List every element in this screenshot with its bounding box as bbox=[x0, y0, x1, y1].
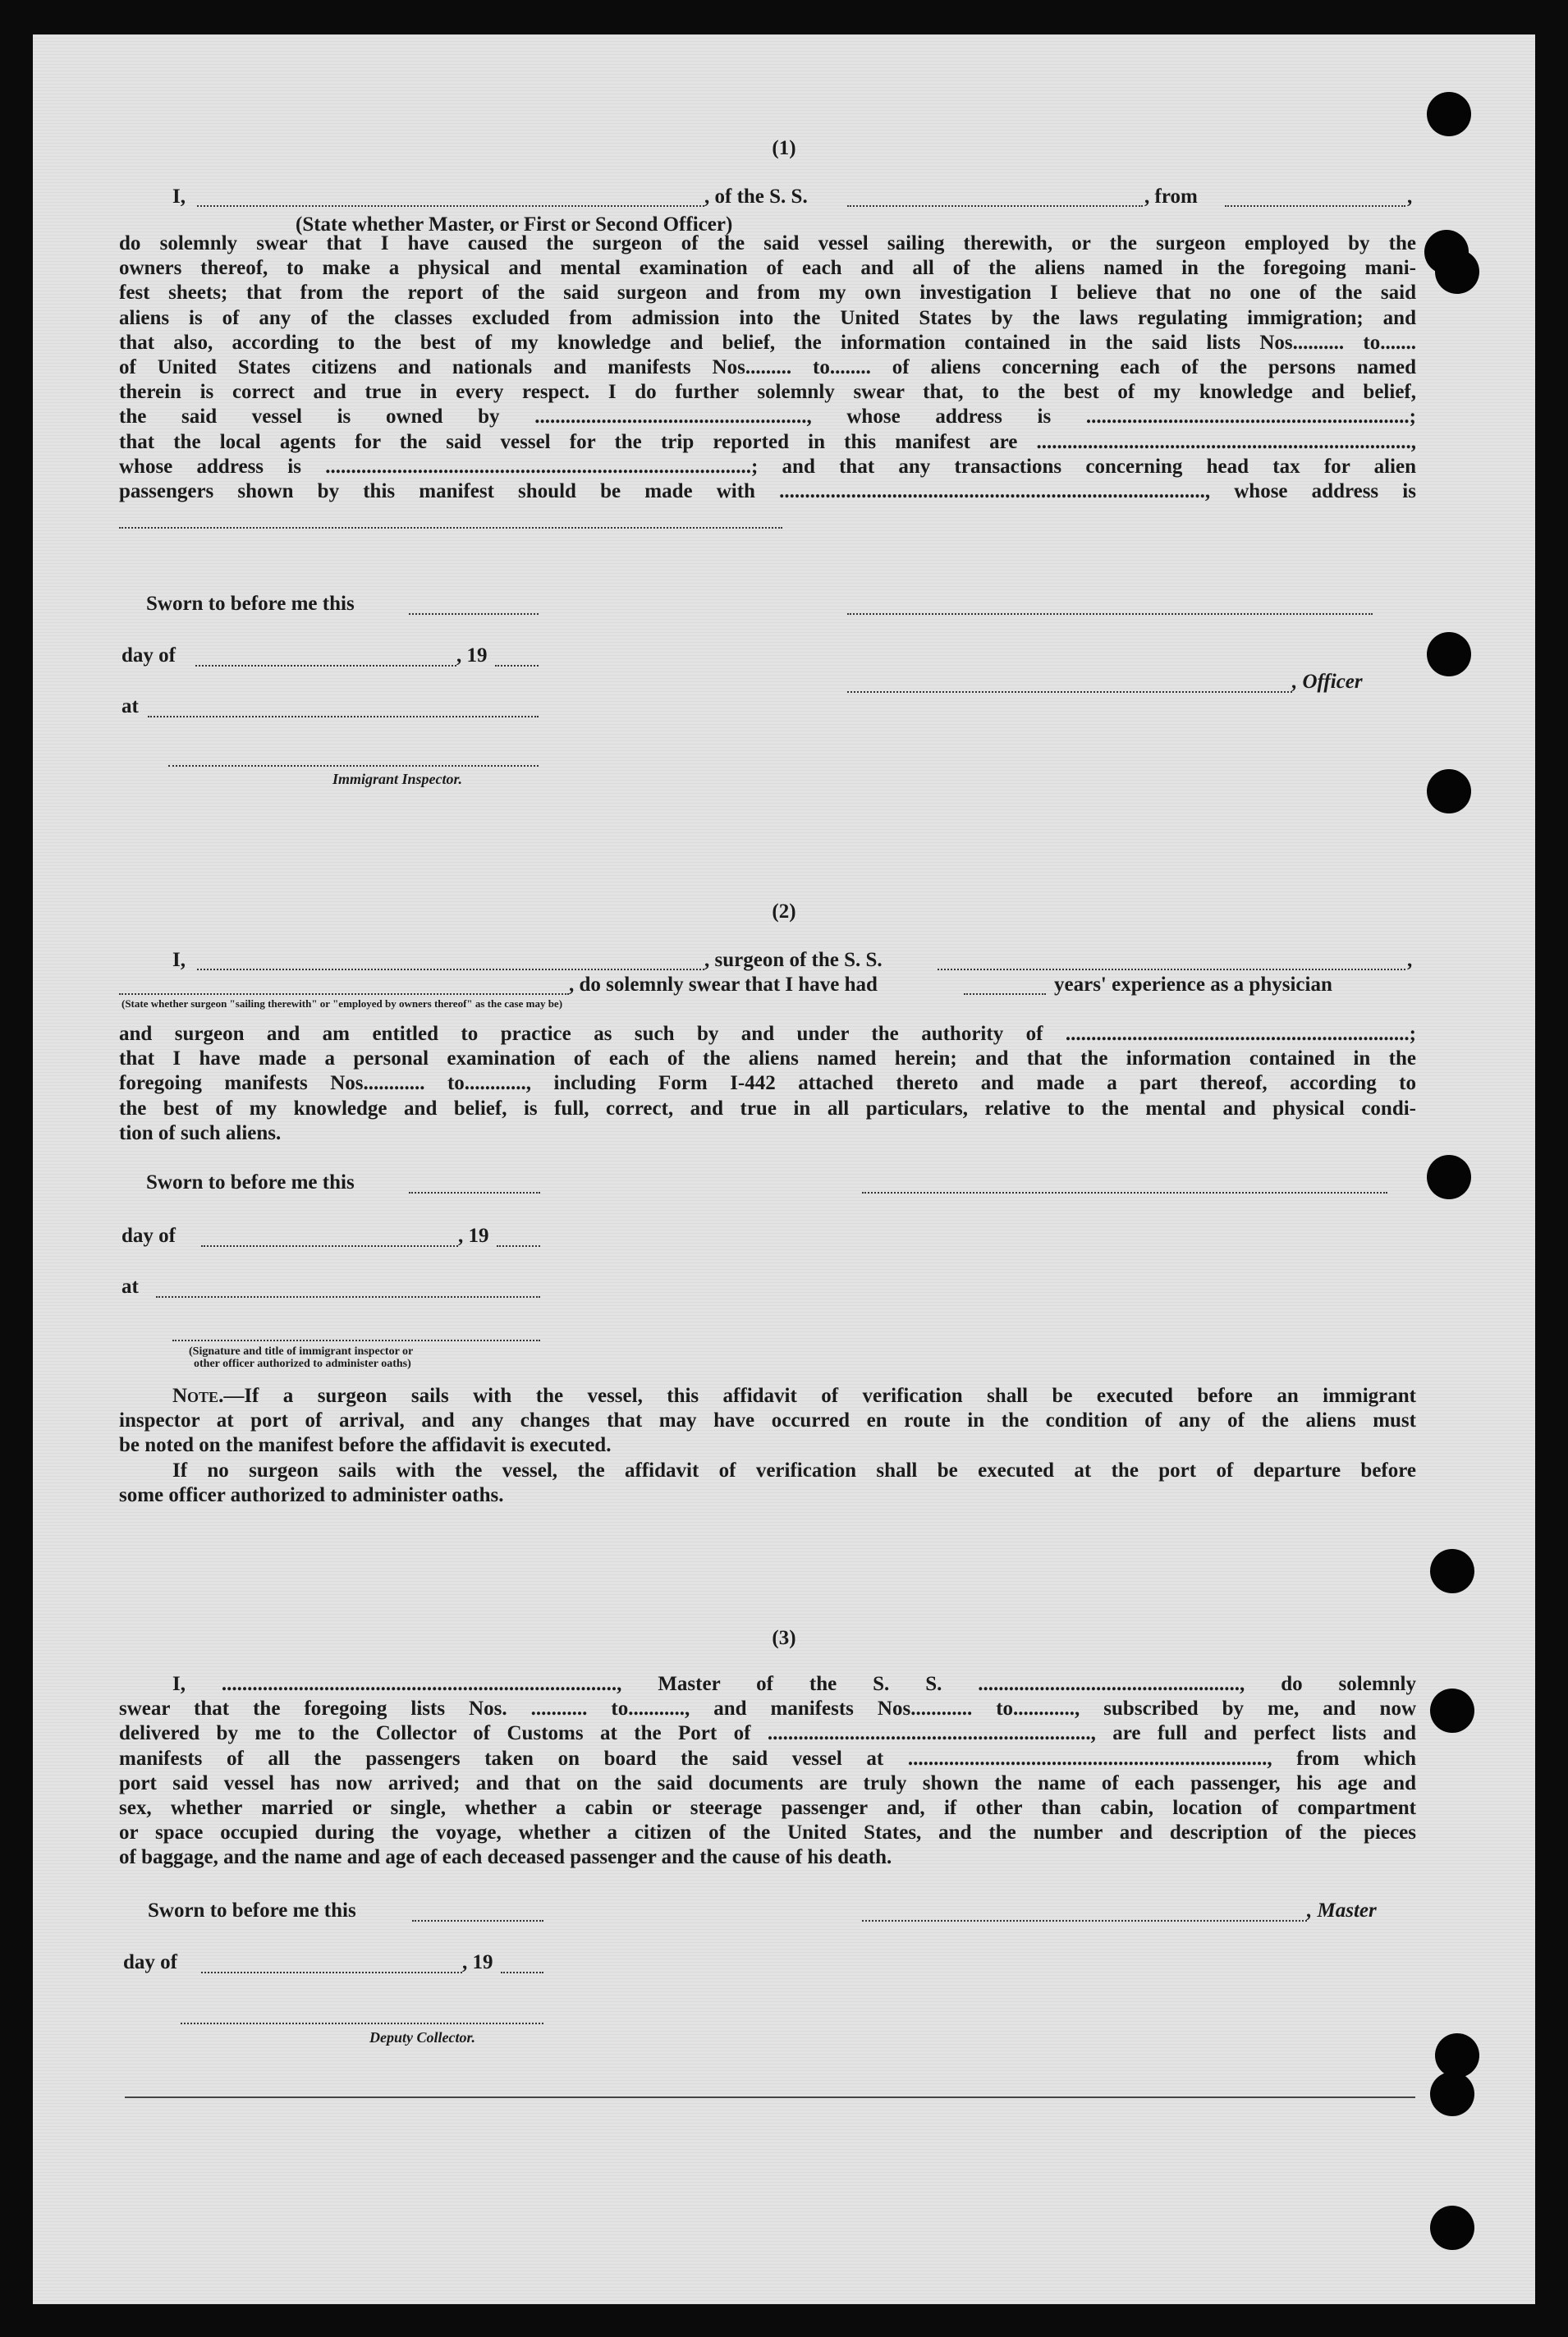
note-text: —If a surgeon sails with the vessel, this affidavit of verification shall be executed before an immigrant bbox=[223, 1385, 1416, 1407]
s3-line: of baggage, and the name and age of each deceased passenger and the cause of his death. bbox=[119, 1846, 892, 1869]
document-page: (1) I, , of the S. S. , from , (State whether Master, or First or Second Officer) do solemnly swear that I have caused the surgeon of the said vessel sailing therewith, or the surgeon employed by the owners thereof, to make a physical and mental examination of each and all of the aliens named in the foregoing mani- fest sheets; that from the report of the said surgeon and from my own investigation I believe that no one of the said aliens is of any of the classes excluded from admission into the United States by the laws regulating immigration; and that also, according to the best of my knowledge and belief, the information contained in the said lists Nos.......... to....... of United States citizens and nationals and manifests Nos......... to........ of aliens concerning each of the persons named therein is correct and true in every respect. I do further solemnly swear that, to the best of my knowledge and belief, the said vessel is owned by ....................................................., whose address is ...............................................................; that the local agents for the said vessel for the trip reported in this manifest are ........................................................................., whose address is ...................................................................................; and that any transactions concerning head tax for alien passengers shown by this manifest should be made with ..................................................................................., whose address is Sworn to before me this day of , 19 , Officer at Immigrant Inspector. (2) I, , surgeon of the S. S. , , do solemnly swear that I have had years' experience as a physician (State whether surgeon "sailing therewith" or "employed by owners thereof" as the case may be) and surgeon and am entitled to practice as such by and under the authority of ...................................................................; that I have made a personal examination of each of the aliens named herein; and that the information contained in the foregoing manifests Nos............ to............, including Form I-442 attached thereto and made a part thereof, according to the best of my knowledge and belief, is full, correct, and true in all particulars, relative to the mental and physical condi- tion of such aliens. Sworn to before me this day of , 19 at (Signature and title of immigrant inspector or other officer authorized to administer oaths) Note.—If a surgeon sails with the vessel, this affidavit of verification shall be executed before an immigrant inspector at port of arrival, and any changes that may have occurred en route in the condition of any of the aliens must be noted on the manifest before the affidavit is executed. If no surgeon sails with the vessel, the affidavit of verification shall be executed at the port of departure before some officer authorized to administer oaths. (3) I, ............................................................................., Master of the S. S. ..................................................., do solemnly swear that the foregoing lists Nos. ........... to..........., and manifests Nos............ to............, subscribed by me, and now delivered by me to the Collector of Customs at the Port of ..............................................................., are full and perfect lists and manifests of all the passengers taken on board the said vessel at ......................................................................, from which port said vessel has now arrived; and that on the said documents are truly shown the name of each passenger, his age and sex, whether married or single, whether a cabin or steerage passenger and, if other than cabin, location of compartment or space occupied during the voyage, whether a citizen of the United States, and the number and description of the pieces of baggage, and the name and age of each deceased passenger and the cause of his death. Sworn to before me this , Master day of , 19 Deputy Collector. bbox=[33, 34, 1535, 2304]
s2-line: tion of such aliens. bbox=[119, 1121, 282, 1144]
s1-line: that also, according to the best of my knowledge and belief, the information contained in the said lists Nos.......... to....... bbox=[119, 331, 1416, 354]
s3-line: sex, whether married or single, whether a cabin or steerage passenger and, if other than cabin, location of compartment bbox=[119, 1797, 1416, 1820]
s2-line: that I have made a personal examination of each of the aliens named herein; and that the information contained in the bbox=[119, 1047, 1416, 1070]
head-tax-address-field[interactable] bbox=[119, 527, 782, 529]
s2-at-field[interactable] bbox=[156, 1296, 540, 1298]
section-1-body bbox=[119, 231, 1416, 504]
s3-year-field[interactable] bbox=[501, 1972, 543, 1973]
s3-sworn-date-field[interactable] bbox=[412, 1920, 543, 1922]
s1-officer-hint: (State whether Master, or First or Second Officer) bbox=[296, 213, 733, 236]
s1-line: aliens is of any of the classes excluded from admission into the United States by the laws regulating immigration; and bbox=[119, 306, 1416, 329]
s3-deputy-sign-field[interactable] bbox=[181, 2023, 543, 2024]
s1-inspector-label: Immigrant Inspector. bbox=[332, 771, 463, 787]
s2-year-label: , 19 bbox=[458, 1225, 489, 1247]
s2-signature-field[interactable] bbox=[862, 1192, 1387, 1194]
punch-hole bbox=[1427, 1155, 1471, 1199]
s1-sworn-label: Sworn to before me this bbox=[146, 593, 355, 615]
s1-inspector-sign-field[interactable] bbox=[168, 765, 539, 767]
s2-line: the best of my knowledge and belief, is full, correct, and true in all particulars, relative to the mental and physical condi- bbox=[119, 1097, 1416, 1120]
s2-day-of-label: day of bbox=[121, 1225, 176, 1247]
s3-line: or space occupied during the voyage, whether a citizen of the United States, and the number and description of the pieces bbox=[119, 1821, 1416, 1844]
surgeon-status-field[interactable] bbox=[119, 993, 569, 995]
s1-ss-label: , of the S. S. bbox=[704, 186, 808, 208]
s1-signature-field[interactable] bbox=[847, 613, 1373, 615]
s1-line: do solemnly swear that I have caused the surgeon of the said vessel sailing therewith, or the surgeon employed by the bbox=[119, 232, 1416, 254]
punch-hole bbox=[1427, 92, 1471, 136]
section-2-body bbox=[119, 1022, 1416, 1146]
note-text: some officer authorized to administer oaths. bbox=[119, 1483, 504, 1506]
s1-month-field[interactable] bbox=[195, 665, 456, 667]
officer-title-field[interactable] bbox=[197, 205, 704, 207]
s3-line: delivered by me to the Collector of Customs at the Port of ..............................................................., are full and perfect lists and bbox=[119, 1722, 1416, 1745]
s1-i-label: I, bbox=[172, 186, 186, 208]
section-1-number: (1) bbox=[772, 137, 796, 159]
s2-sworn-label: Sworn to before me this bbox=[146, 1171, 355, 1194]
s1-line: whose address is ...................................................................................; and that any transactions concerning head tax for alien bbox=[119, 455, 1416, 478]
s3-line: manifests of all the passengers taken on board the said vessel at ......................................................................, from which bbox=[119, 1747, 1416, 1770]
s2-sworn-date-field[interactable] bbox=[409, 1192, 540, 1194]
s2-note bbox=[119, 1384, 1416, 1508]
s2-inspector-sign-field[interactable] bbox=[172, 1340, 540, 1341]
from-port-field[interactable] bbox=[1225, 205, 1405, 207]
s1-officer-sign-field[interactable] bbox=[847, 691, 1292, 693]
punch-hole bbox=[1430, 2206, 1474, 2250]
s1-line: therein is correct and true in every respect. I do further solemnly swear that, to the best of my knowledge and belief, bbox=[119, 381, 1416, 404]
s1-line: passengers shown by this manifest should be made with ..................................................................................., whose address is bbox=[119, 480, 1416, 503]
bottom-rule bbox=[125, 2096, 1415, 2098]
s3-deputy-label: Deputy Collector. bbox=[369, 2029, 475, 2046]
punch-hole bbox=[1435, 250, 1479, 294]
s1-year-field[interactable] bbox=[495, 665, 539, 667]
s1-line: owners thereof, to make a physical and mental examination of each and all of the aliens named in the foregoing mani- bbox=[119, 257, 1416, 280]
s1-day-of-label: day of bbox=[121, 644, 176, 667]
s2-sig-hint-1: (Signature and title of immigrant inspector or bbox=[189, 1345, 414, 1358]
note-label: Note. bbox=[172, 1385, 224, 1407]
s2-i-label: I, bbox=[172, 949, 186, 971]
punch-hole bbox=[1430, 1549, 1474, 1593]
s3-line: I, ............................................................................., Master of the S. S. ..................................................., do solemnly bbox=[172, 1673, 1416, 1695]
section-3-body bbox=[119, 1672, 1416, 1871]
s2-year-field[interactable] bbox=[497, 1245, 540, 1247]
vessel-name-field[interactable] bbox=[847, 205, 1143, 207]
note-text: inspector at port of arrival, and any changes that may have occurred en route in the condition of any of the aliens must bbox=[119, 1409, 1416, 1432]
s2-vessel-field[interactable] bbox=[938, 969, 1405, 970]
s1-from-label: , from bbox=[1144, 186, 1198, 208]
punch-hole bbox=[1430, 1689, 1474, 1733]
section-2-number: (2) bbox=[772, 900, 796, 923]
section-3-number: (3) bbox=[772, 1627, 796, 1649]
s2-month-field[interactable] bbox=[201, 1245, 458, 1247]
years-experience-field[interactable] bbox=[964, 993, 1046, 995]
s3-master-sign-field[interactable] bbox=[862, 1920, 1307, 1922]
note-text: be noted on the manifest before the affidavit is executed. bbox=[119, 1434, 612, 1457]
punch-hole bbox=[1435, 2033, 1479, 2078]
s1-year-label: , 19 bbox=[456, 644, 488, 667]
s1-officer-label: , Officer bbox=[1292, 671, 1363, 693]
s1-at-label: at bbox=[121, 695, 139, 717]
s1-line: the said vessel is owned by ....................................................., whose address is ...............................................................; bbox=[119, 406, 1416, 428]
s3-day-of-label: day of bbox=[123, 1951, 177, 1973]
s1-line: that the local agents for the said vessel for the trip reported in this manifest are ........................................................................., bbox=[119, 430, 1416, 453]
s3-sworn-label: Sworn to before me this bbox=[148, 1899, 356, 1922]
s2-surgeon-label: , surgeon of the S. S. bbox=[704, 949, 883, 971]
s3-line: port said vessel has now arrived; and that on the said documents are truly shown the name of each passenger, his age and bbox=[119, 1771, 1416, 1794]
s3-year-label: , 19 bbox=[462, 1951, 493, 1973]
surgeon-name-field[interactable] bbox=[197, 969, 704, 970]
s2-at-label: at bbox=[121, 1276, 139, 1298]
s2-years-label: years' experience as a physician bbox=[1054, 974, 1332, 996]
s2-line: and surgeon and am entitled to practice as such by and under the authority of ...................................................................; bbox=[119, 1023, 1416, 1045]
s2-swear-label: , do solemnly swear that I have had bbox=[569, 974, 878, 996]
s3-line: swear that the foregoing lists Nos. ........... to..........., and manifests Nos............ to............, subscribed by me, and now bbox=[119, 1698, 1416, 1721]
punch-hole bbox=[1430, 2072, 1474, 2116]
s1-line: of United States citizens and nationals and manifests Nos......... to........ of aliens concerning each of the persons named bbox=[119, 356, 1416, 379]
note-text: If no surgeon sails with the vessel, the affidavit of verification shall be executed at the port of departure before bbox=[172, 1459, 1416, 1482]
s3-master-label: , Master bbox=[1307, 1899, 1377, 1922]
s2-sig-hint-2: other officer authorized to administer oaths) bbox=[194, 1358, 411, 1370]
s3-month-field[interactable] bbox=[201, 1972, 462, 1973]
punch-hole bbox=[1427, 769, 1471, 813]
s1-sworn-date-field[interactable] bbox=[409, 613, 539, 615]
s2-line: foregoing manifests Nos............ to............, including Form I-442 attached thereto and made a part thereof, according to bbox=[119, 1072, 1416, 1095]
s1-at-field[interactable] bbox=[148, 716, 539, 717]
punch-hole bbox=[1427, 632, 1471, 676]
s2-surgeon-hint: (State whether surgeon "sailing therewith" or "employed by owners thereof" as the case may be) bbox=[121, 997, 563, 1010]
s1-line: fest sheets; that from the report of the said surgeon and from my own investigation I believe that no one of the said bbox=[119, 282, 1416, 305]
